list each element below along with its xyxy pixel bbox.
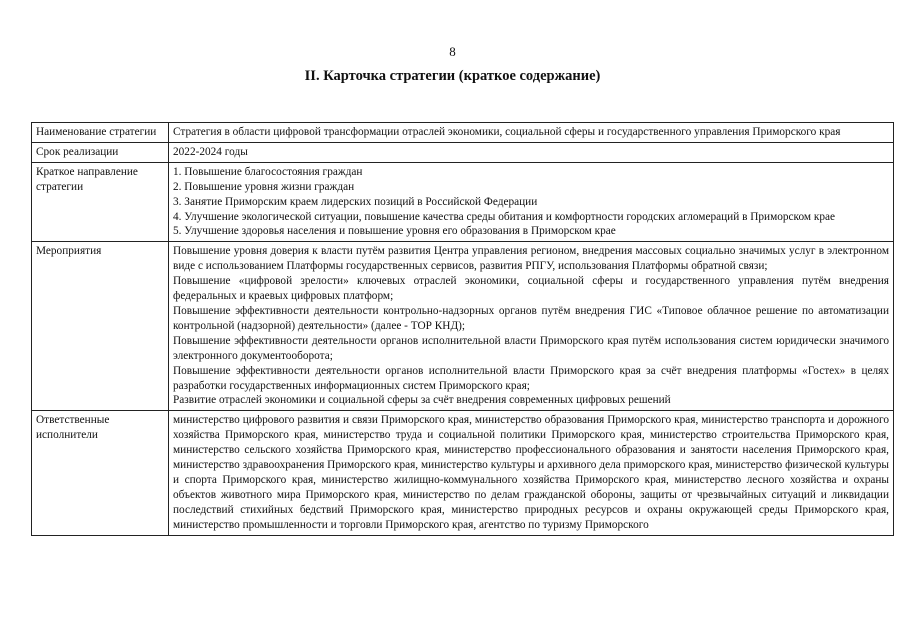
- value-executors: министерство цифрового развития и связи Приморского края, министерство образования Приморского края, министерство транспорта и дорожного хозяйства Приморского края, министерство труда и социальной политики Приморского края, министерство строительства Приморского края, министерство сельского хозяйства Приморского края, министерство профессионального образования и занятости населения Приморского края, министерство здравоохранения Приморского края, министерство культуры и архивного дела приморского края, министерство физической культуры и спорта Приморского края, министерство жилищно-коммунального хозяйства Приморского края, министерство лесного хозяйства и охраны объектов животного мира Приморского края, министерство по делам гражданской обороны, защиты от чрезвычайных ситуаций и ликвидации последствий стихийных бедствий Приморского края, министерство природных ресурсов и охраны окружающей среды Приморского края, министерство промышленности и торговли Приморского края, агентство по туризму Приморского: [169, 411, 894, 535]
- row-strategy-name: [32, 123, 894, 143]
- label-strategy-name: Наименование стратегии: [32, 123, 169, 143]
- direction-item: 5. Улучшение здоровья населения и повышение уровня его образования в Приморском крае: [173, 225, 616, 238]
- direction-item: 3. Занятие Приморским краем лидерских позиций в Российской Федерации: [173, 195, 538, 208]
- direction-item: 4. Улучшение экологической ситуации, повышение качества среды обитания и комфортности городских агломераций в Приморском крае: [173, 210, 836, 223]
- page-number: 8: [449, 44, 456, 59]
- value-period: 2022-2024 годы: [169, 142, 894, 162]
- value-directions: [169, 162, 894, 242]
- strategy-card-table: [31, 122, 894, 536]
- section-title: II. Карточка стратегии (краткое содержание): [304, 68, 601, 84]
- measure-item: Повышение эффективности деятельности органов исполнительной власти Приморского края за счёт внедрения платформы «Гостех» в целях разработки государственных информационных систем Приморского края;: [173, 364, 889, 392]
- measure-item: Повышение уровня доверия к власти путём развития Центра управления регионом, внедрения массовых социально значимых услуг в электронном виде с использованием Платформы государственных сервисов, развития РПГУ, использования Платформы обратной связи;: [173, 245, 889, 273]
- measure-item: Развитие отраслей экономики и социальной сферы за счёт внедрения современных цифровых решений: [173, 394, 671, 407]
- label-executors: Ответственные исполнители: [32, 411, 169, 535]
- direction-item: 1. Повышение благосостояния граждан: [173, 165, 363, 178]
- measure-item: Повышение эффективности деятельности органов исполнительной власти Приморского края путём использования систем юридически значимого электронного документооборота;: [173, 334, 889, 362]
- row-directions: [32, 162, 894, 242]
- label-measures: Мероприятия: [32, 242, 169, 411]
- row-measures: [32, 242, 894, 411]
- row-period: [32, 142, 894, 162]
- direction-item: 2. Повышение уровня жизни граждан: [173, 180, 355, 193]
- measure-item: Повышение «цифровой зрелости» ключевых отраслей экономики, социальной сферы и государственного управления путём внедрения федеральных и краевых цифровых платформ;: [173, 275, 889, 303]
- value-strategy-name: Стратегия в области цифровой трансформации отраслей экономики, социальной сферы и государственного управления Приморского края: [169, 123, 894, 143]
- value-measures: [169, 242, 894, 411]
- row-executors: [32, 411, 894, 535]
- label-period: Срок реализации: [32, 142, 169, 162]
- label-directions: Краткое направление стратегии: [32, 162, 169, 242]
- measure-item: Повышение эффективности деятельности контрольно-надзорных органов путём внедрения ГИС «Типовое облачное решение по автоматизации контрольной (надзорной) деятельности» (далее - ТОР КНД);: [173, 304, 889, 332]
